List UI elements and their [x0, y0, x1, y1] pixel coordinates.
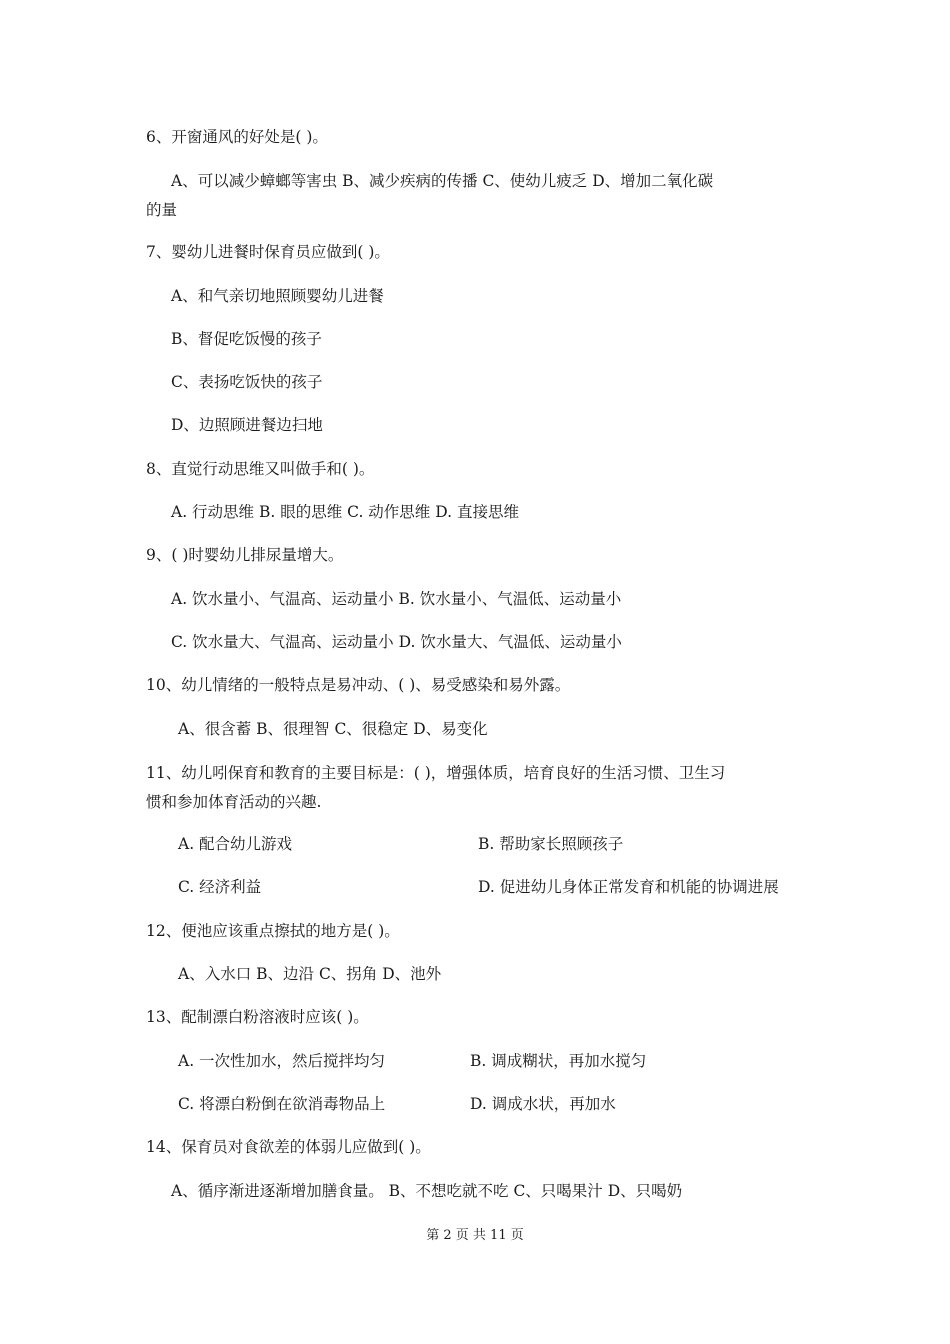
question-7-option-a: A、和气亲切地照顾婴幼儿进餐: [171, 287, 384, 305]
page-number-footer: 第 2 页 共 11 页: [426, 1228, 524, 1243]
question-7-stem: 7、婴幼儿进餐时保育员应做到( )。: [146, 243, 390, 261]
question-10-stem: 10、幼儿情绪的一般特点是易冲动、( )、易受感染和易外露。: [146, 676, 571, 694]
question-9-stem: 9、( )时婴幼儿排尿量增大。: [146, 546, 344, 564]
question-6-options-line-1: A、可以减少蟑螂等害虫 B、减少疾病的传播 C、使幼儿疲乏 D、增加二氧化碳: [171, 172, 714, 190]
question-7-option-d: D、边照顾进餐边扫地: [171, 416, 323, 434]
question-14-stem: 14、保育员对食欲差的体弱儿应做到( )。: [146, 1138, 431, 1156]
question-11-option-d: D. 促进幼儿身体正常发育和机能的协调进展: [478, 878, 779, 896]
question-13-option-c: C. 将漂白粉倒在欲消毒物品上: [178, 1095, 386, 1113]
question-12-stem: 12、便池应该重点擦拭的地方是( )。: [146, 922, 400, 940]
question-9-options-line-1: A. 饮水量小、气温高、运动量小 B. 饮水量小、气温低、运动量小: [171, 590, 622, 608]
question-9-options-line-2: C. 饮水量大、气温高、运动量小 D. 饮水量大、气温低、运动量小: [171, 633, 622, 651]
question-13-stem: 13、配制漂白粉溶液时应该( )。: [146, 1008, 369, 1026]
question-7-option-b: B、督促吃饭慢的孩子: [171, 330, 322, 348]
question-12-options: A、入水口 B、边沿 C、拐角 D、池外: [178, 965, 442, 983]
question-11-option-a: A. 配合幼儿游戏: [178, 835, 293, 853]
question-13-option-d: D. 调成水状，再加水: [470, 1095, 616, 1113]
question-6-options-line-2: 的量: [146, 201, 178, 219]
question-13-option-a: A. 一次性加水，然后搅拌均匀: [178, 1052, 386, 1070]
question-14-options: A、循序渐进逐渐增加膳食量。 B、不想吃就不吃 C、只喝果汁 D、只喝奶: [171, 1182, 683, 1200]
question-11-stem-line-1: 11、幼儿吲保育和教育的主要目标是：( )，增强体质，培育良好的生活习惯、卫生习: [146, 764, 726, 782]
question-10-options: A、很含蓄 B、很理智 C、很稳定 D、易变化: [178, 720, 488, 738]
question-7-option-c: C、表扬吃饭快的孩子: [171, 373, 323, 391]
question-13-option-b: B. 调成糊状，再加水搅匀: [470, 1052, 647, 1070]
question-11-stem-line-2: 惯和参加体育活动的兴趣.: [146, 793, 322, 811]
question-11-option-c: C. 经济利益: [178, 878, 262, 896]
question-6-stem: 6、开窗通风的好处是( )。: [146, 128, 328, 146]
question-11-option-b: B. 帮助家长照顾孩子: [478, 835, 624, 853]
question-8-stem: 8、直觉行动思维又叫做手和( )。: [146, 460, 375, 478]
question-8-options: A. 行动思维 B. 眼的思维 C. 动作思维 D. 直接思维: [171, 503, 519, 521]
